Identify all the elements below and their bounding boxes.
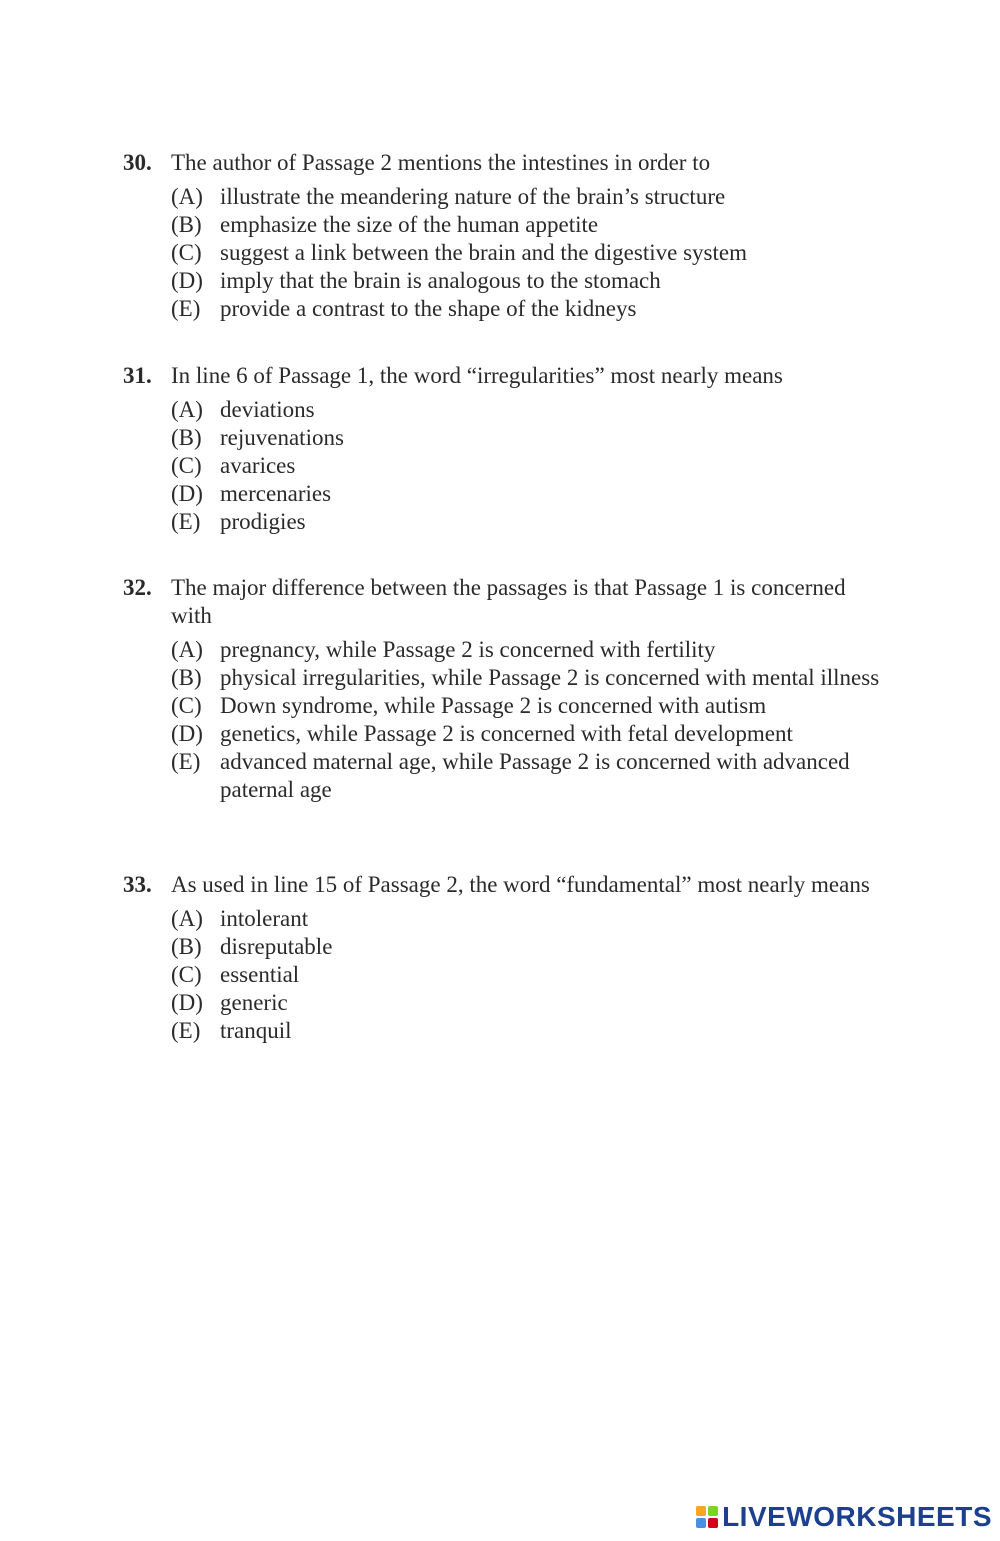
question-31 [123, 362, 883, 536]
option-d[interactable] [171, 989, 883, 1017]
option-c[interactable] [171, 961, 883, 989]
option-letter: (A) [171, 397, 203, 422]
option-c[interactable] [171, 239, 883, 267]
question-number: 32. [123, 575, 152, 600]
logo-mark-icon [696, 1506, 718, 1528]
option-b[interactable] [171, 933, 883, 961]
option-letter: (B) [171, 934, 202, 959]
option-b[interactable] [171, 664, 883, 692]
option-text: genetics, while Passage 2 is concerned with fetal development [220, 721, 793, 746]
option-list [123, 636, 883, 804]
option-text: provide a contrast to the shape of the kidneys [220, 296, 637, 321]
option-a[interactable] [171, 183, 883, 211]
option-a[interactable] [171, 905, 883, 933]
option-text: imply that the brain is analogous to the stomach [220, 268, 661, 293]
option-letter: (D) [171, 268, 203, 293]
option-a[interactable] [171, 396, 883, 424]
option-text: mercenaries [220, 481, 332, 506]
question-number: 31. [123, 363, 152, 388]
question-text: The major difference between the passages is that Passage 1 is concerned with [171, 575, 846, 628]
option-letter: (C) [171, 693, 202, 718]
option-text: suggest a link between the brain and the digestive system [220, 240, 747, 265]
question-33 [123, 871, 883, 1045]
option-letter: (C) [171, 453, 202, 478]
option-text: essential [220, 962, 300, 987]
option-e[interactable] [171, 748, 883, 804]
logo-square [708, 1506, 718, 1516]
option-letter: (E) [171, 509, 201, 534]
option-text: tranquil [220, 1018, 292, 1043]
option-text: pregnancy, while Passage 2 is concerned with fertility [220, 637, 716, 662]
question-stem [123, 149, 883, 177]
option-letter: (D) [171, 481, 203, 506]
option-b[interactable] [171, 211, 883, 239]
option-letter: (A) [171, 184, 203, 209]
option-c[interactable] [171, 452, 883, 480]
option-letter: (A) [171, 906, 203, 931]
logo-square [708, 1518, 718, 1528]
option-d[interactable] [171, 720, 883, 748]
question-stem [123, 574, 883, 630]
option-list [123, 905, 883, 1045]
option-list [123, 396, 883, 536]
logo-text: LIVEWORKSHEETS [722, 1501, 992, 1532]
option-e[interactable] [171, 508, 883, 536]
option-letter: (A) [171, 637, 203, 662]
option-text: emphasize the size of the human appetite [220, 212, 599, 237]
logo-square [696, 1506, 706, 1516]
option-e[interactable] [171, 1017, 883, 1045]
option-text: prodigies [220, 509, 306, 534]
logo-square [696, 1518, 706, 1528]
question-text: The author of Passage 2 mentions the intestines in order to [171, 150, 711, 175]
option-letter: (D) [171, 721, 203, 746]
option-letter: (B) [171, 212, 202, 237]
question-number: 33. [123, 872, 152, 897]
question-stem [123, 871, 883, 899]
option-b[interactable] [171, 424, 883, 452]
option-letter: (B) [171, 665, 202, 690]
option-letter: (E) [171, 1018, 201, 1043]
question-text: As used in line 15 of Passage 2, the word “fundamental” most nearly means [171, 872, 870, 897]
option-letter: (C) [171, 240, 202, 265]
option-text: Down syndrome, while Passage 2 is concerned with autism [220, 693, 767, 718]
question-32 [123, 574, 883, 804]
option-text: rejuvenations [220, 425, 344, 450]
option-e[interactable] [171, 295, 883, 323]
option-text: avarices [220, 453, 296, 478]
option-text: intolerant [220, 906, 309, 931]
option-letter: (D) [171, 990, 203, 1015]
liveworksheets-logo[interactable] [696, 1501, 992, 1533]
option-text: disreputable [220, 934, 333, 959]
question-30 [123, 149, 883, 323]
question-stem [123, 362, 883, 390]
option-letter: (E) [171, 749, 201, 774]
option-letter: (E) [171, 296, 201, 321]
option-list [123, 183, 883, 323]
option-letter: (C) [171, 962, 202, 987]
option-letter: (B) [171, 425, 202, 450]
question-text: In line 6 of Passage 1, the word “irregularities” most nearly means [171, 363, 783, 388]
option-text: generic [220, 990, 288, 1015]
option-text: deviations [220, 397, 315, 422]
option-text: physical irregularities, while Passage 2 is concerned with mental illness [220, 665, 880, 690]
option-c[interactable] [171, 692, 883, 720]
option-d[interactable] [171, 480, 883, 508]
option-text: illustrate the meandering nature of the brain’s structure [220, 184, 726, 209]
option-text: advanced maternal age, while Passage 2 is concerned with advanced paternal age [220, 749, 850, 802]
question-number: 30. [123, 150, 152, 175]
option-a[interactable] [171, 636, 883, 664]
option-d[interactable] [171, 267, 883, 295]
